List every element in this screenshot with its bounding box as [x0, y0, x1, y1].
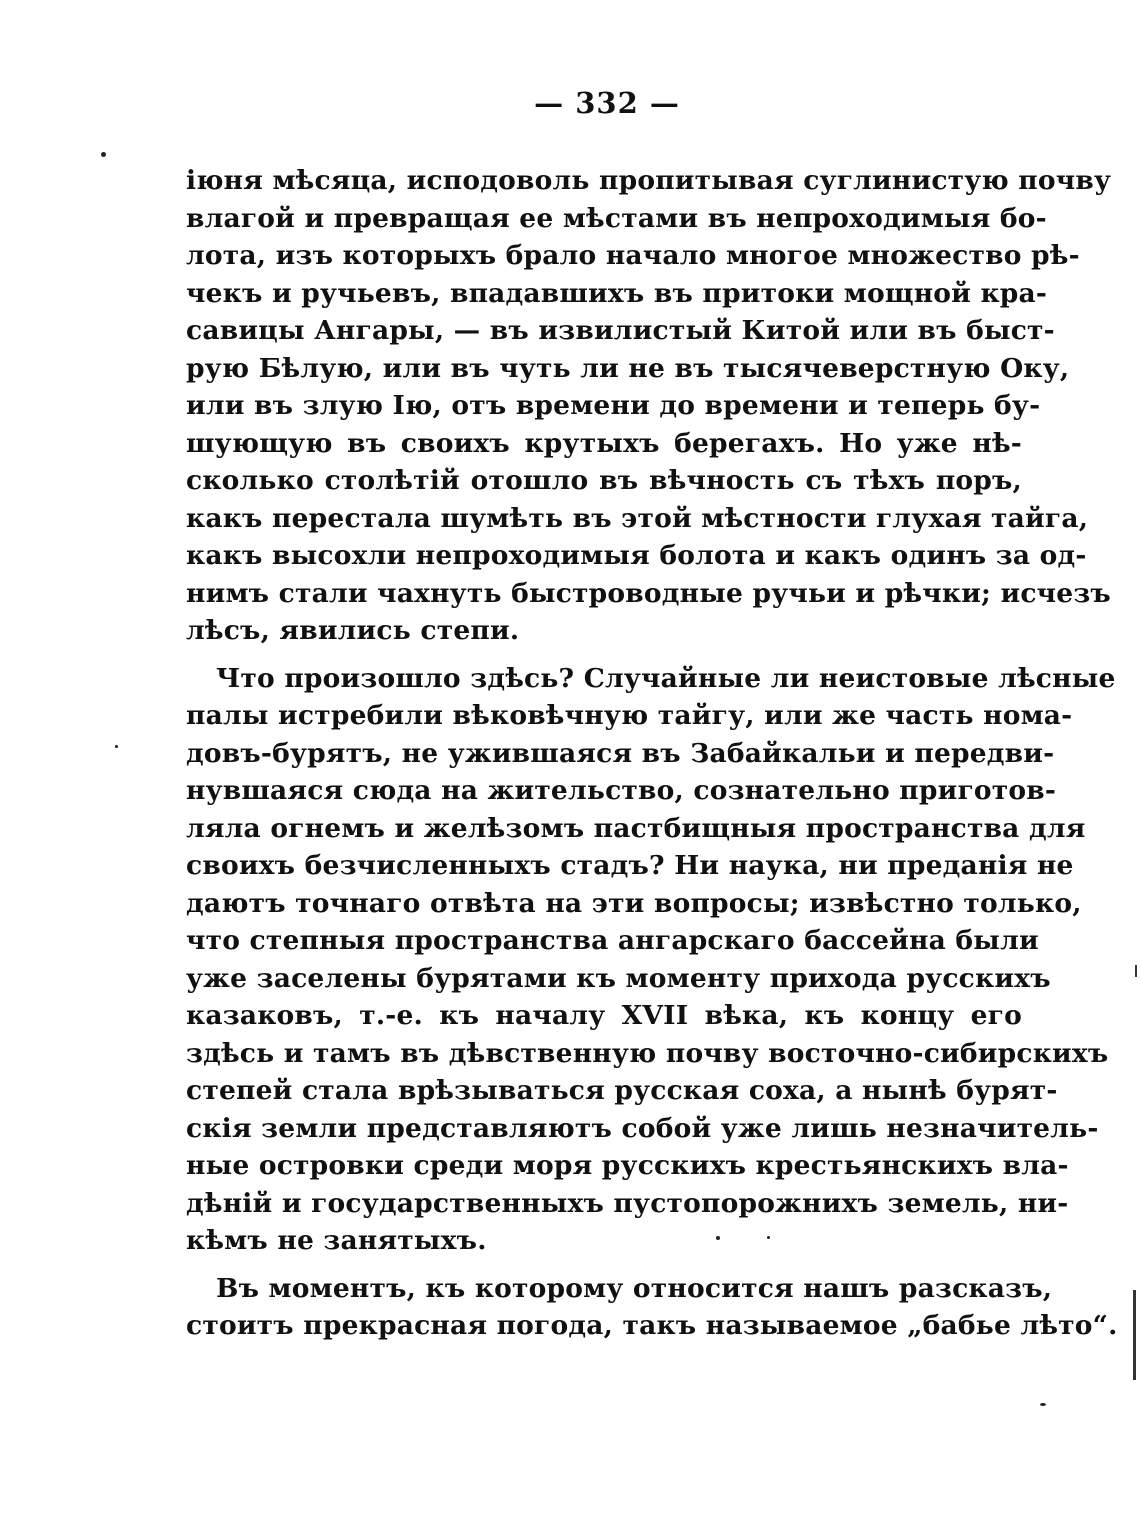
- scan-speck: [1040, 1403, 1046, 1406]
- text-line: степей стала врѣзываться русская соха, а нынѣ бурят-: [186, 1075, 1058, 1106]
- text-line: уже заселены бурятами къ моменту прихода русскихъ: [186, 962, 1051, 994]
- text-line: Въ моментъ, къ которому относится нашъ разсказъ,: [216, 1272, 1053, 1304]
- scan-speck: [101, 152, 106, 157]
- text-line: шующую въ своихъ крутыхъ берегахъ. Но уже нѣ-: [186, 427, 1022, 459]
- text-line: кѣмъ не занятыхъ.: [186, 1225, 487, 1256]
- text-line: даютъ точнаго отвѣта на эти вопросы; извѣстно только,: [186, 887, 1082, 919]
- paragraph-spacer: [186, 1260, 1022, 1270]
- text-line: своихъ безчисленныхъ стадъ? Ни наука, ни преданія не: [186, 850, 1074, 881]
- page-edge-mark: [1135, 965, 1137, 977]
- scan-speck: [767, 1236, 770, 1239]
- paragraph-2: [186, 660, 1116, 1260]
- text-line: сколько столѣтій отошло въ вѣчность съ тѣхъ поръ,: [186, 465, 1022, 496]
- text-line: здѣсь и тамъ въ дѣвственную почву восточно-сибирскихъ: [186, 1037, 1109, 1069]
- text-line: что степныя пространства ангарскаго бассейна были: [186, 925, 1039, 956]
- text-line: довъ-бурятъ, не ужившаяся въ Забайкальи и передви-: [186, 737, 1055, 769]
- text-line: Что произошло здѣсь? Случайные ли неистовые лѣсные: [216, 662, 1116, 694]
- text-line: лота, изъ которыхъ брало начало многое множество рѣ-: [186, 240, 1080, 271]
- page-number: — 332 —: [534, 86, 680, 120]
- text-line: стоитъ прекрасная погода, такъ называемое „бабье лѣто“.: [186, 1310, 1118, 1341]
- text-line: или въ злую Ію, отъ времени до времени и теперь бу-: [186, 390, 1041, 421]
- text-line: казаковъ, т.-е. къ началу XVII вѣка, къ концу его: [186, 1000, 1022, 1031]
- text-line: іюня мѣсяца, исподоволь пропитывая суглинистую почву: [186, 165, 1112, 196]
- body-text: [186, 162, 1118, 1345]
- text-line: ные островки среди моря русскихъ крестьянскихъ вла-: [186, 1150, 1069, 1181]
- text-line: скія земли представляютъ собой уже лишь незначитель-: [186, 1112, 1099, 1144]
- scan-speck: [115, 745, 118, 748]
- page-edge-mark: [1133, 1290, 1136, 1380]
- text-line: дѣній и государственныхъ пустопорожнихъ земель, ни-: [186, 1187, 1069, 1219]
- text-line: нимъ стали чахнуть быстроводные ручьи и рѣчки; исчезъ: [186, 577, 1111, 609]
- text-line: ляла огнемъ и желѣзомъ пастбищныя пространства для: [186, 812, 1086, 844]
- text-line: рую Бѣлую, или въ чуть ли не въ тысячеверстную Оку,: [186, 352, 1070, 384]
- text-line: какъ высохли непроходимыя болота и какъ одинъ за од-: [186, 540, 1087, 571]
- text-line: влагой и превращая ее мѣстами въ непроходимыя бо-: [186, 202, 1047, 234]
- paragraph-spacer: [186, 650, 1022, 660]
- paragraph-3: [186, 1270, 1118, 1345]
- text-line: лѣсъ, явились степи.: [186, 615, 520, 646]
- text-line: нувшаяся сюда на жительство, сознательно приготов-: [186, 775, 1057, 806]
- text-line: какъ перестала шумѣть въ этой мѣстности глухая тайга,: [186, 502, 1089, 534]
- text-line: чекъ и ручьевъ, впадавшихъ въ притоки мощной кра-: [186, 277, 1048, 309]
- text-line: савицы Ангары, — въ извилистый Китой или въ быст-: [186, 315, 1055, 346]
- text-line: палы истребили вѣковѣчную тайгу, или же часть нома-: [186, 700, 1073, 731]
- paragraph-1: [186, 162, 1112, 650]
- scan-speck: [716, 1236, 720, 1240]
